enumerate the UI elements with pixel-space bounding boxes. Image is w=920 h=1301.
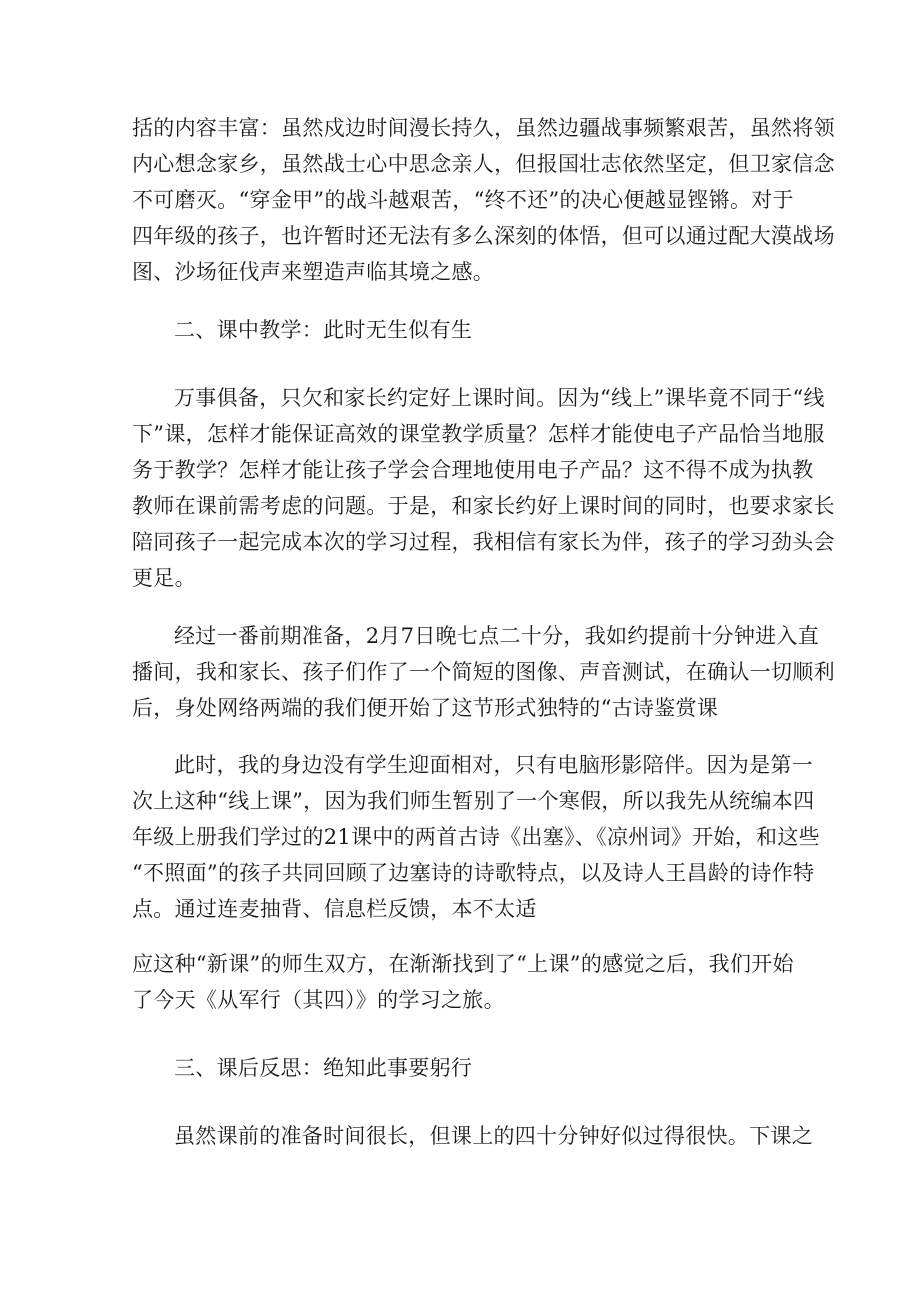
text-line: 四年级的孩子，也许暂时还无法有多么深刻的体悟，但可以通过配大漠战场 bbox=[132, 224, 835, 248]
paragraph-reflection bbox=[132, 1118, 812, 1154]
text-line: 此时，我的身边没有学生迎面相对，只有电脑形影陪伴。因为是第一 bbox=[174, 753, 813, 777]
paragraph-livestream bbox=[132, 618, 835, 726]
text-line: 括的内容丰富：虽然戍边时间漫长持久，虽然边疆战事频繁艰苦，虽然将领 bbox=[132, 116, 835, 140]
text-line: 陪同孩子一起完成本次的学习过程，我相信有家长为伴，孩子的学习劲头会 bbox=[132, 530, 835, 554]
heading-text: 二、课中教学：此时无生似有生 bbox=[174, 318, 473, 342]
text-line: 了今天《从军行（其四）》的学习之旅。 bbox=[132, 988, 505, 1012]
section-heading-2 bbox=[132, 312, 812, 348]
paragraph-summary bbox=[132, 110, 835, 290]
section-heading-3 bbox=[132, 1050, 812, 1086]
text-line: 经过一番前期准备，2月7日晚七点二十分，我如约提前十分钟进入直 bbox=[174, 624, 820, 648]
paragraph-review bbox=[132, 747, 820, 927]
text-line: 后，身处网络两端的我们便开始了这节形式独特的“古诗鉴赏课 bbox=[132, 696, 719, 720]
text-line: 图、沙场征伐声来塑造声临其境之感。 bbox=[132, 260, 495, 284]
text-line: 下”课，怎样才能保证高效的课堂教学质量？怎样才能使电子产品恰当地服 bbox=[132, 422, 825, 446]
text-line: 应这种“新课”的师生双方，在渐渐找到了“上课”的感觉之后，我们开始 bbox=[132, 952, 794, 976]
text-line: 务于教学？怎样才能让孩子学会合理地使用电子产品？这不得不成为执教 bbox=[132, 458, 814, 482]
paragraph-new-lesson bbox=[132, 946, 812, 1018]
heading-text: 三、课后反思：绝知此事要躬行 bbox=[174, 1056, 473, 1080]
text-line: 教师在课前需考虑的问题。于是，和家长约好上课时间的同时，也要求家长 bbox=[132, 494, 835, 518]
text-line: 更足。 bbox=[132, 566, 196, 590]
text-line: 万事俱备，只欠和家长约定好上课时间。因为“线上”课毕竟不同于“线 bbox=[174, 386, 825, 410]
text-line: 年级上册我们学过的21课中的两首古诗《出塞》、《凉州词》开始，和这些 bbox=[132, 825, 820, 849]
text-line: 虽然课前的准备时间很长，但课上的四十分钟好似过得很快。下课之 bbox=[174, 1124, 813, 1148]
text-line: “不照面”的孩子共同回顾了边塞诗的诗歌特点，以及诗人王昌龄的诗作特 bbox=[132, 861, 815, 885]
text-line: 内心想念家乡，虽然战士心中思念亲人，但报国壮志依然坚定，但卫家信念 bbox=[132, 152, 835, 176]
paragraph-preparation bbox=[132, 380, 835, 596]
text-line: 点。通过连麦抽背、信息栏反馈，本不太适 bbox=[132, 897, 537, 921]
text-line: 次上这种“线上课”，因为我们师生暂别了一个寒假，所以我先从统编本四 bbox=[132, 789, 815, 813]
text-line: 不可磨灭。“穿金甲”的战斗越艰苦，“终不还”的决心便越显铿锵。对于 bbox=[132, 188, 794, 212]
text-line: 播间，我和家长、孩子们作了一个简短的图像、声音测试，在确认一切顺利 bbox=[132, 660, 835, 684]
